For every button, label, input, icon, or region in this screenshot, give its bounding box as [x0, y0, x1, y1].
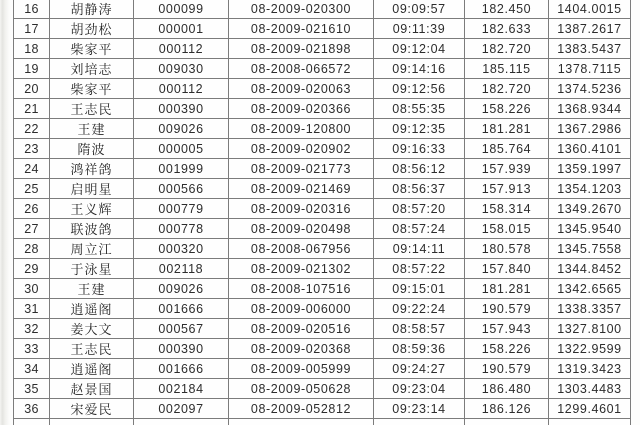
cell-time: 08:56:37 [374, 179, 465, 199]
cell-ring: 08-2009-052812 [229, 399, 374, 419]
results-table-body [14, 0, 631, 425]
table-row [14, 239, 631, 259]
cell-name: 王志民 [50, 99, 134, 119]
cell-name: 王义辉 [50, 199, 134, 219]
cell-time: 09:24:27 [374, 359, 465, 379]
cell-rank: 16 [14, 0, 50, 19]
table-row [14, 359, 631, 379]
cell-ring: 08-2009-021469 [229, 179, 374, 199]
cell-code: 000112 [134, 79, 229, 99]
cell-code: 000099 [134, 0, 229, 19]
cell-distance: 157.939 [465, 159, 549, 179]
cell-ring: 08-2009-021773 [229, 159, 374, 179]
cell-distance: 182.720 [465, 79, 549, 99]
cell-code: 000779 [134, 199, 229, 219]
cell-speed: 1299.4601 [549, 399, 631, 419]
cell-time: 09:22:24 [374, 299, 465, 319]
cell-rank: 28 [14, 239, 50, 259]
cell-time: 08:58:57 [374, 319, 465, 339]
cell-empty [134, 419, 229, 425]
table-row-partial [14, 419, 631, 425]
cell-code: 002184 [134, 379, 229, 399]
cell-ring: 08-2009-120800 [229, 119, 374, 139]
cell-time: 09:12:56 [374, 79, 465, 99]
cell-speed: 1342.6565 [549, 279, 631, 299]
cell-ring: 08-2009-020368 [229, 339, 374, 359]
cell-distance: 181.281 [465, 279, 549, 299]
cell-code: 000112 [134, 39, 229, 59]
cell-speed: 1360.4101 [549, 139, 631, 159]
cell-speed: 1367.2986 [549, 119, 631, 139]
cell-name: 刘培志 [50, 59, 134, 79]
cell-rank: 21 [14, 99, 50, 119]
cell-rank: 18 [14, 39, 50, 59]
cell-ring: 08-2009-050628 [229, 379, 374, 399]
cell-distance: 181.281 [465, 119, 549, 139]
cell-distance: 185.115 [465, 59, 549, 79]
cell-rank: 20 [14, 79, 50, 99]
cell-code: 000320 [134, 239, 229, 259]
cell-rank: 32 [14, 319, 50, 339]
table-row [14, 219, 631, 239]
cell-code: 001666 [134, 299, 229, 319]
cell-name: 王志民 [50, 339, 134, 359]
cell-ring: 08-2009-020516 [229, 319, 374, 339]
cell-time: 08:57:22 [374, 259, 465, 279]
cell-ring: 08-2009-021302 [229, 259, 374, 279]
cell-ring: 08-2009-006000 [229, 299, 374, 319]
cell-ring: 08-2009-020063 [229, 79, 374, 99]
results-table [13, 0, 631, 425]
cell-name: 赵景国 [50, 379, 134, 399]
cell-time: 09:15:01 [374, 279, 465, 299]
table-row [14, 399, 631, 419]
cell-code: 001666 [134, 359, 229, 379]
cell-empty [50, 419, 134, 425]
table-row [14, 39, 631, 59]
cell-code: 000390 [134, 99, 229, 119]
cell-rank: 23 [14, 139, 50, 159]
cell-rank: 24 [14, 159, 50, 179]
table-row [14, 139, 631, 159]
table-row [14, 279, 631, 299]
cell-time: 09:09:57 [374, 0, 465, 19]
table-row [14, 19, 631, 39]
cell-speed: 1378.7115 [549, 59, 631, 79]
cell-ring: 08-2009-020498 [229, 219, 374, 239]
cell-time: 09:23:14 [374, 399, 465, 419]
cell-name: 柴家平 [50, 79, 134, 99]
cell-speed: 1404.0015 [549, 0, 631, 19]
cell-time: 09:11:39 [374, 19, 465, 39]
cell-distance: 180.578 [465, 239, 549, 259]
cell-distance: 185.764 [465, 139, 549, 159]
table-row [14, 159, 631, 179]
cell-distance: 158.226 [465, 339, 549, 359]
cell-code: 000566 [134, 179, 229, 199]
cell-name: 启明星 [50, 179, 134, 199]
cell-time: 08:59:36 [374, 339, 465, 359]
cell-ring: 08-2009-021610 [229, 19, 374, 39]
table-row [14, 339, 631, 359]
cell-speed: 1349.2670 [549, 199, 631, 219]
cell-name: 联波鸽 [50, 219, 134, 239]
cell-code: 000390 [134, 339, 229, 359]
cell-time: 09:14:11 [374, 239, 465, 259]
cell-code: 000001 [134, 19, 229, 39]
cell-code: 002097 [134, 399, 229, 419]
cell-rank: 31 [14, 299, 50, 319]
table-row [14, 79, 631, 99]
cell-time: 08:56:12 [374, 159, 465, 179]
table-row [14, 0, 631, 19]
cell-ring: 08-2008-066572 [229, 59, 374, 79]
cell-name: 姜大文 [50, 319, 134, 339]
cell-ring: 08-2009-005999 [229, 359, 374, 379]
cell-code: 002118 [134, 259, 229, 279]
cell-rank: 36 [14, 399, 50, 419]
cell-rank: 26 [14, 199, 50, 219]
table-row [14, 379, 631, 399]
cell-rank: 27 [14, 219, 50, 239]
cell-rank: 19 [14, 59, 50, 79]
cell-rank: 29 [14, 259, 50, 279]
table-row [14, 99, 631, 119]
cell-speed: 1374.5236 [549, 79, 631, 99]
cell-name: 王建 [50, 119, 134, 139]
cell-name: 柴家平 [50, 39, 134, 59]
cell-distance: 182.720 [465, 39, 549, 59]
cell-name: 王建 [50, 279, 134, 299]
table-row [14, 319, 631, 339]
cell-name: 逍遥阁 [50, 299, 134, 319]
cell-ring: 08-2009-020366 [229, 99, 374, 119]
cell-ring: 08-2009-020300 [229, 0, 374, 19]
cell-empty [229, 419, 374, 425]
cell-time: 09:12:35 [374, 119, 465, 139]
table-row [14, 179, 631, 199]
results-table-container [13, 0, 631, 425]
page-edge-smudge [0, 0, 13, 425]
cell-speed: 1344.8452 [549, 259, 631, 279]
cell-distance: 182.633 [465, 19, 549, 39]
cell-code: 009026 [134, 279, 229, 299]
cell-speed: 1345.7558 [549, 239, 631, 259]
cell-rank: 34 [14, 359, 50, 379]
cell-empty [14, 419, 50, 425]
cell-speed: 1319.3423 [549, 359, 631, 379]
cell-speed: 1359.1997 [549, 159, 631, 179]
cell-time: 08:57:24 [374, 219, 465, 239]
cell-time: 08:57:20 [374, 199, 465, 219]
cell-name: 宋爱民 [50, 399, 134, 419]
cell-distance: 190.579 [465, 299, 549, 319]
table-row [14, 119, 631, 139]
cell-name: 隋波 [50, 139, 134, 159]
cell-name: 鸿祥鸽 [50, 159, 134, 179]
table-row [14, 59, 631, 79]
cell-speed: 1368.9344 [549, 99, 631, 119]
cell-ring: 08-2009-020316 [229, 199, 374, 219]
cell-empty [374, 419, 465, 425]
cell-ring: 08-2009-020902 [229, 139, 374, 159]
cell-rank: 35 [14, 379, 50, 399]
cell-distance: 158.015 [465, 219, 549, 239]
cell-code: 000005 [134, 139, 229, 159]
cell-speed: 1354.1203 [549, 179, 631, 199]
cell-speed: 1303.4483 [549, 379, 631, 399]
cell-rank: 33 [14, 339, 50, 359]
cell-distance: 157.913 [465, 179, 549, 199]
cell-empty [465, 419, 549, 425]
cell-name: 逍遥阁 [50, 359, 134, 379]
cell-distance: 157.840 [465, 259, 549, 279]
cell-time: 09:14:16 [374, 59, 465, 79]
cell-time: 08:55:35 [374, 99, 465, 119]
cell-rank: 25 [14, 179, 50, 199]
cell-time: 09:16:33 [374, 139, 465, 159]
cell-speed: 1383.5437 [549, 39, 631, 59]
cell-time: 09:23:04 [374, 379, 465, 399]
cell-distance: 186.126 [465, 399, 549, 419]
cell-speed: 1387.2617 [549, 19, 631, 39]
cell-code: 009026 [134, 119, 229, 139]
cell-distance: 182.450 [465, 0, 549, 19]
cell-speed: 1345.9540 [549, 219, 631, 239]
cell-speed: 1338.3357 [549, 299, 631, 319]
cell-rank: 17 [14, 19, 50, 39]
table-row [14, 259, 631, 279]
cell-code: 000567 [134, 319, 229, 339]
cell-code: 000778 [134, 219, 229, 239]
cell-distance: 158.314 [465, 199, 549, 219]
cell-code: 009030 [134, 59, 229, 79]
cell-speed: 1327.8100 [549, 319, 631, 339]
cell-ring: 08-2008-107516 [229, 279, 374, 299]
cell-distance: 157.943 [465, 319, 549, 339]
cell-name: 胡静涛 [50, 0, 134, 19]
cell-name: 于泳星 [50, 259, 134, 279]
cell-name: 周立江 [50, 239, 134, 259]
cell-code: 001999 [134, 159, 229, 179]
cell-rank: 22 [14, 119, 50, 139]
cell-ring: 08-2008-067956 [229, 239, 374, 259]
cell-distance: 158.226 [465, 99, 549, 119]
cell-distance: 186.480 [465, 379, 549, 399]
cell-rank: 30 [14, 279, 50, 299]
cell-name: 胡劲松 [50, 19, 134, 39]
table-row [14, 299, 631, 319]
cell-ring: 08-2009-021898 [229, 39, 374, 59]
cell-time: 09:12:04 [374, 39, 465, 59]
cell-empty [549, 419, 631, 425]
cell-speed: 1322.9599 [549, 339, 631, 359]
cell-distance: 190.579 [465, 359, 549, 379]
table-row [14, 199, 631, 219]
